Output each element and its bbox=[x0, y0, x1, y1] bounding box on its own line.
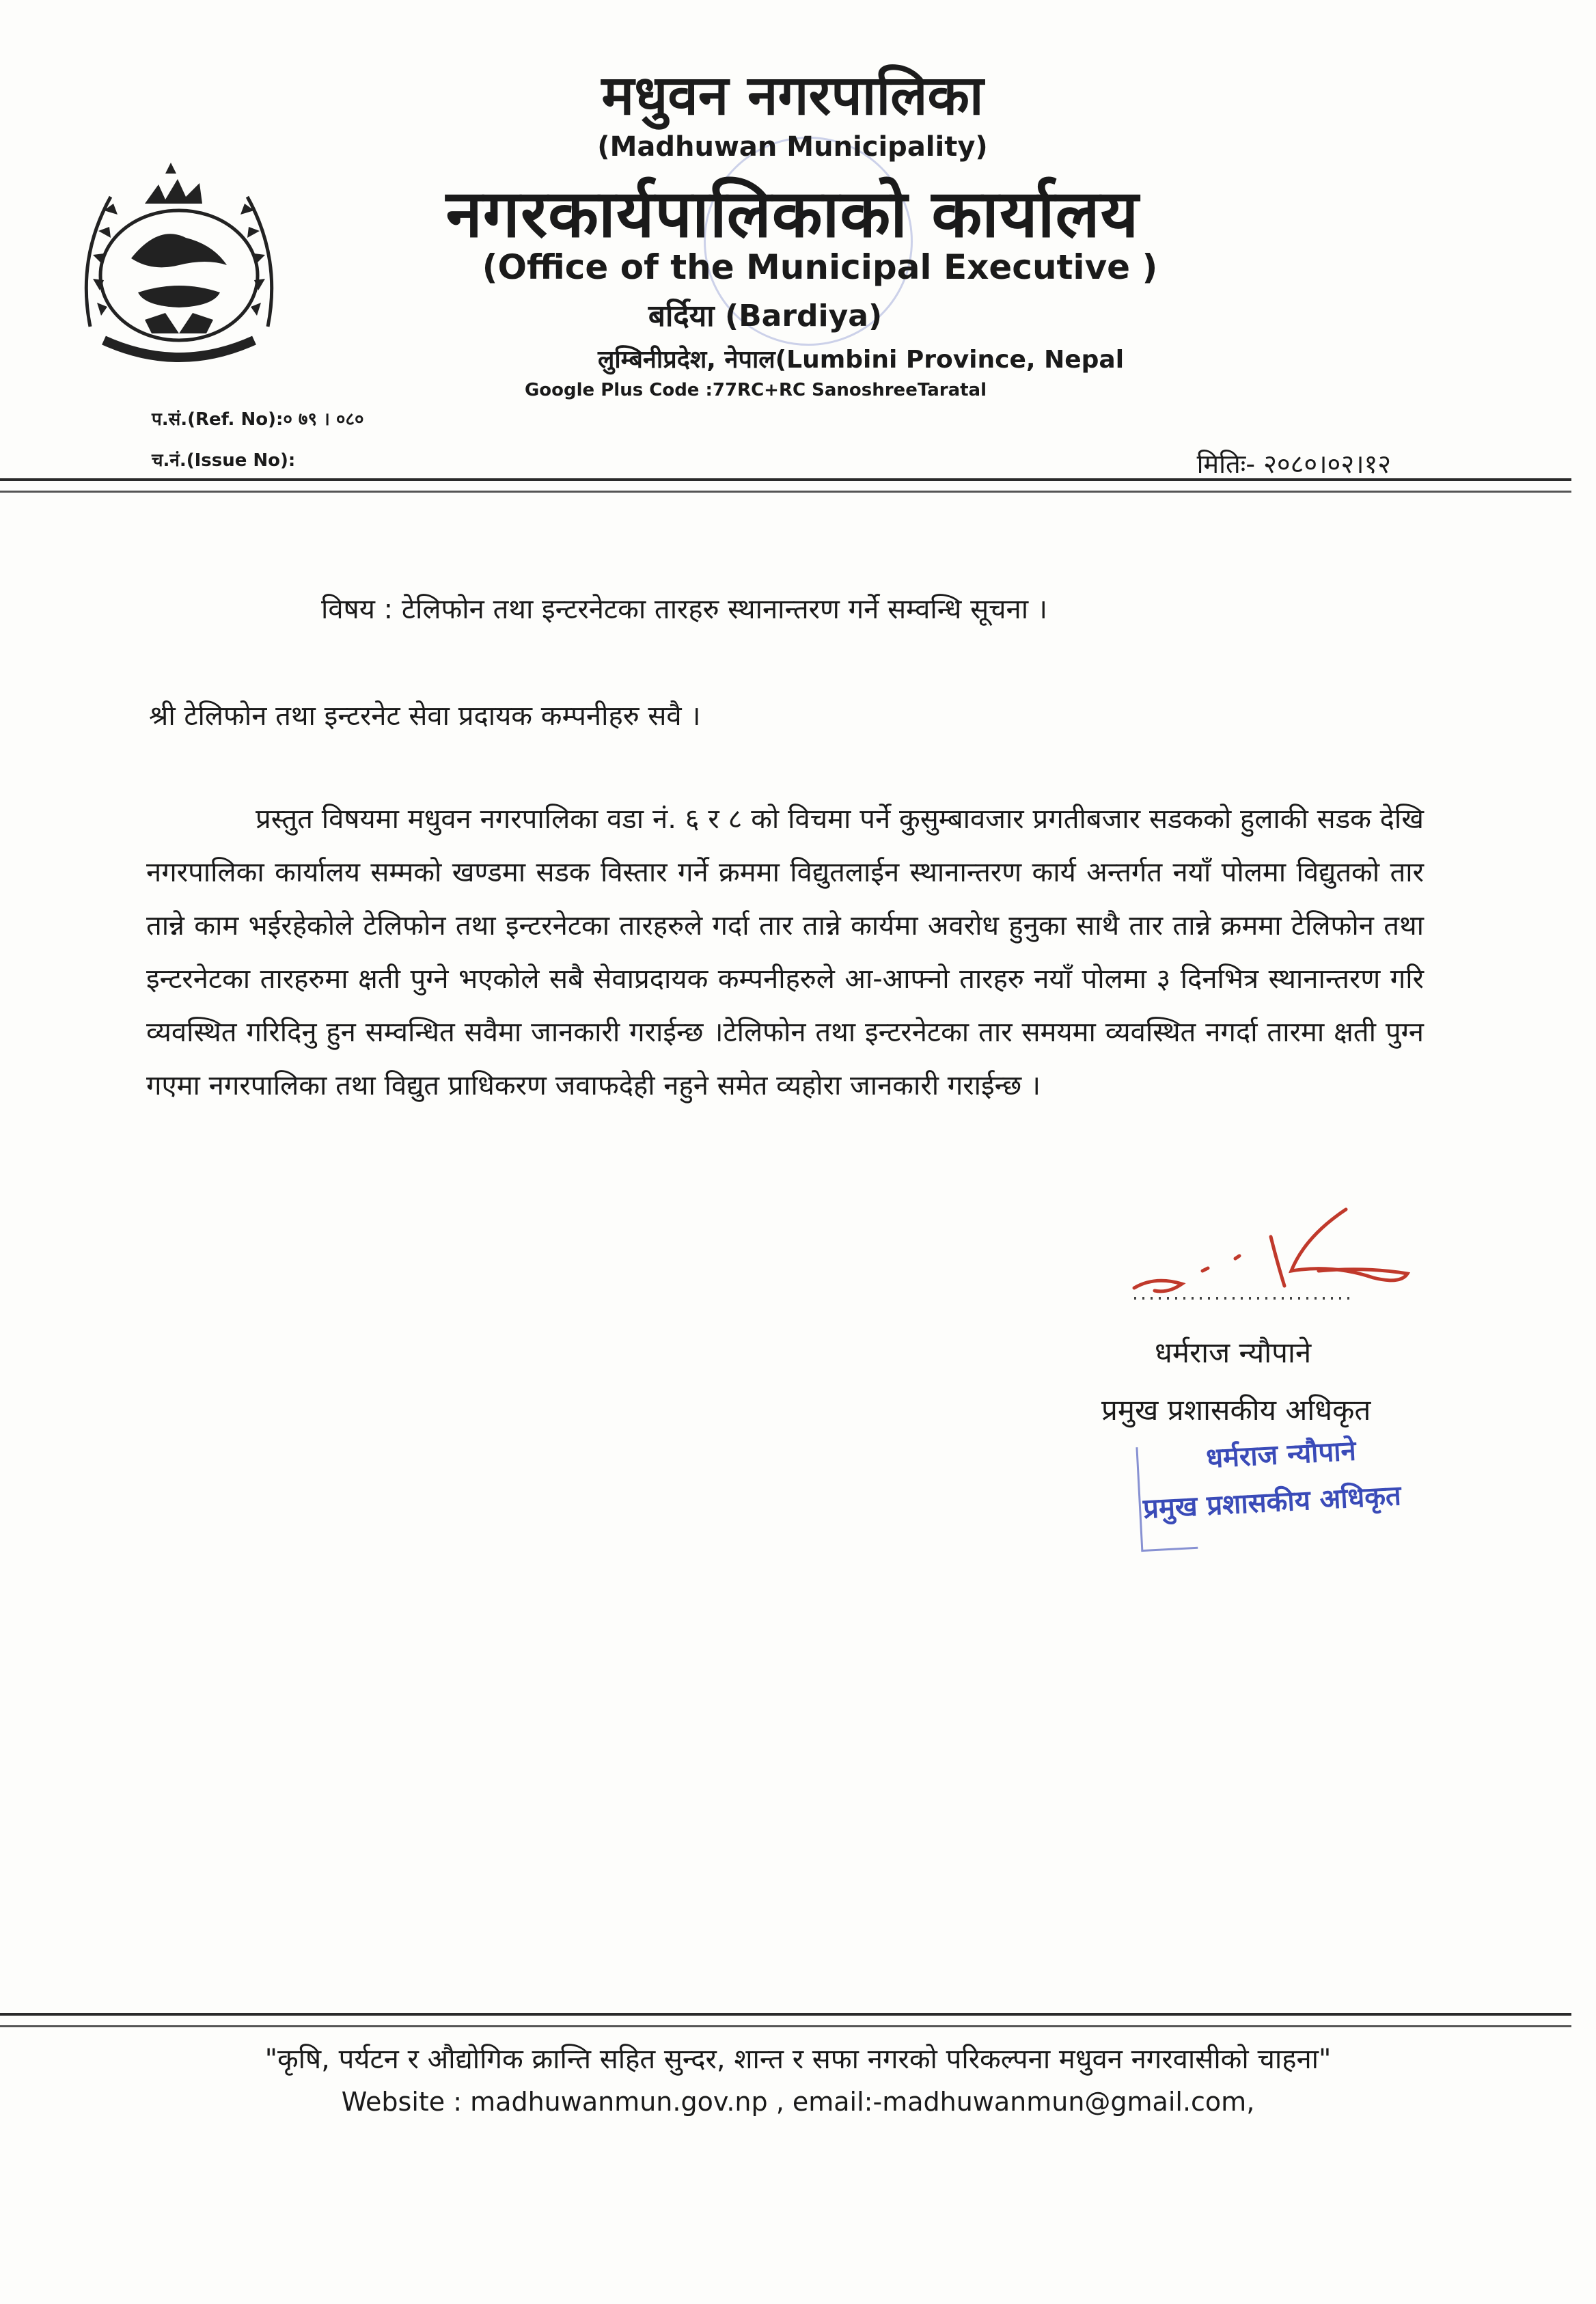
issue-number: च.नं.(Issue No): bbox=[152, 450, 296, 471]
plus-code: Google Plus Code :77RC+RC SanoshreeTaratal bbox=[524, 380, 987, 400]
letter-body-paragraph: प्रस्तुत विषयमा मधुवन नगरपालिका वडा नं. ६ र ८ को विचमा पर्ने कुसुम्बावजार प्रगतीबजार सडकको हुलाकी सडक देखि नगरपालिका कार्यालय सम्मको खण्डमा सडक विस्तार गर्ने क्रममा विद्युतलाईन स्थानान्तरण कार्य अन्तर्गत नयाँ पोलमा विद्युतको तार तान्ने काम भईरहेकोले टेलिफोन तथा इन्टरनेटका तारहरुले गर्दा तार तान्ने कार्यमा अवरोध हुनुका साथै तार तान्ने क्रममा टेलिफोन तथा इन्टरनेटका तारहरुमा क्षती पुग्ने भएकोले सबै सेवाप्रदायक कम्पनीहरुले आ-आफ्नो तारहरु नयाँ पोलमा ३ दिनभित्र स्थानान्तरण गरि व्यवस्थित गरिदिनु हुन सम्वन्धित सवैमा जानकारी गराईन्छ ।टेलिफोन तथा इन्टरनेटका तार समयमा व्यवस्थित नगर्दा तारमा क्षती पुग्न गएमा नगरपालिका तथा विद्युत प्राधिकरण जवाफदेही नहुने समेत व्यहोरा जानकारी गराईन्छ । bbox=[146, 804, 1424, 1101]
letter-salutation: श्री टेलिफोन तथा इन्टरनेट सेवा प्रदायक कम्पनीहरु सवै । bbox=[149, 700, 701, 732]
district-name: बर्दिया (Bardiya) bbox=[648, 299, 883, 333]
official-stamp bbox=[1140, 1428, 1402, 1526]
office-name-en: (Office of the Municipal Executive ) bbox=[482, 247, 1158, 287]
signatory-title: प्रमुख प्रशासकीय अधिकृत bbox=[1101, 1393, 1371, 1427]
letter-date: मितिः- २०८०।०२।१२ bbox=[1196, 449, 1391, 479]
municipality-name-en: (Madhuwan Municipality) bbox=[597, 131, 988, 163]
handwritten-signature-icon bbox=[1120, 1196, 1428, 1312]
stamp-name: धर्मराज न्यौपाने bbox=[1205, 1435, 1357, 1475]
office-name-np: नगरकार्यपालिकाको कार्यालय bbox=[445, 176, 1140, 252]
footer-contact: Website : madhuwanmun.gov.np , email:-madhuwanmun@gmail.com, bbox=[341, 2087, 1255, 2117]
signatory-name: धर्मराज न्यौपाने bbox=[1155, 1336, 1312, 1369]
stamp-title: प्रमुख प्रशासकीय अधिकृत bbox=[1142, 1480, 1402, 1525]
province-name: लुम्बिनीप्रदेश, नेपाल(Lumbini Province, Nepal bbox=[597, 346, 1125, 374]
stamp-bracket bbox=[1136, 1444, 1198, 1552]
footer-divider bbox=[0, 2013, 1571, 2027]
municipality-name-np: मधुवन नगरपालिका bbox=[601, 64, 984, 127]
reference-number: प.सं.(Ref. No):० ७९ । ०८० bbox=[152, 409, 364, 430]
header-divider bbox=[0, 478, 1571, 493]
letter-subject: विषय : टेलिफोन तथा इन्टरनेटका तारहरु स्थानान्तरण गर्ने सम्वन्धि सूचना । bbox=[321, 594, 1047, 625]
footer-motto: "कृषि, पर्यटन र औद्योगिक क्रान्ति सहित सुन्दर, शान्त र सफा नगरको परिकल्पना मधुवन नगरवासीको चाहना" bbox=[264, 2044, 1332, 2075]
